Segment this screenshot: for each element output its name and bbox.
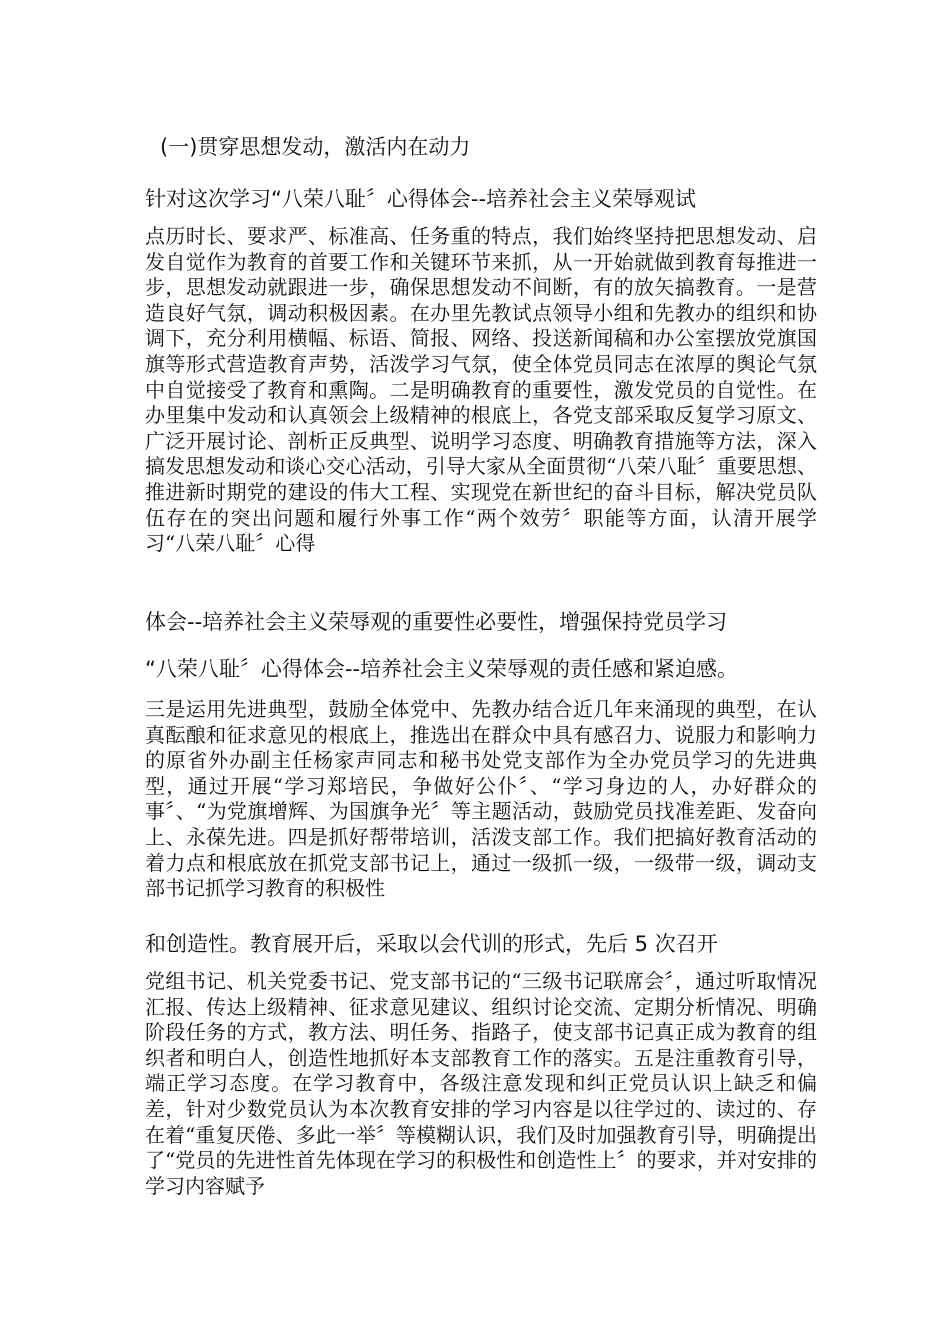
text-line-mid-2: “八荣八耻〞心得体会--培养社会主义荣辱观的责任感和紧迫感。	[145, 657, 739, 681]
paragraph-2: 三是运用先进典型，鼓励全体党中、先教办结合近几年来涌现的典型，在认真酝酿和征求意见的根底上，推选出在群众中具有感召力、说服力和影响力的原省外办副主任杨家声同志和秘书处党支部作为全办党员学习的先进典型，通过开展“学习郑培民，争做好公仆〞、“学习身边的人，办好群众的事〞、“为党旗增辉、为国旗争光〞等主题活动，鼓励党员找准差距、发奋向上、永葆先进。四是抓好帮带培训，活泼支部工作。我们把搞好教育活动的着力点和根底放在抓党支部书记上，通过一级抓一级，一级带一级，调动支部书记抓学习教育的积极性	[145, 697, 817, 901]
intro-line: 针对这次学习“八荣八耻〞心得体会--培养社会主义荣辱观试	[145, 187, 697, 211]
text-line-mid-1: 体会--培养社会主义荣辱观的重要性必要性，增强保持党员学习	[145, 610, 728, 634]
paragraph-1: 点历时长、要求严、标准高、任务重的特点，我们始终坚持把思想发动、启发自觉作为教育的首要工作和关键环节来抓，从一开始就做到教育每推进一步，思想发动就跟进一步，确保思想发动不间断，有的放矢搞教育。一是营造良好气氛，调动积极因素。在办里先教试点领导小组和先教办的组织和协调下，充分利用横幅、标语、简报、网络、投送新闻稿和办公室摆放党旗国旗等形式营造教育声势，活泼学习气氛，使全体党员同志在浓厚的舆论气氛中自觉接受了教育和熏陶。二是明确教育的重要性，激发党员的自觉性。在办里集中发动和认真领会上级精神的根底上，各党支部采取反复学习原文、广泛开展讨论、剖析正反典型、说明学习态度、明确教育措施等方法，深入搞发思想发动和谈心交心活动，引导大家从全面贯彻“八荣八耻〞重要思想、推进新时期党的建设的伟大工程、实现党在新世纪的奋斗目标，解决党员队伍存在的突出问题和履行外事工作“两个效劳〞职能等方面，认清开展学习“八荣八耻〞心得	[145, 224, 817, 556]
text-line-mid-3: 和创造性。教育展开后，采取以会代训的形式，先后 5 次召开	[145, 932, 718, 956]
section-heading: (一)贯穿思想发动，激活内在动力	[160, 135, 471, 159]
paragraph-3: 党组书记、机关党委书记、党支部书记的“三级书记联席会〞，通过听取情况汇报、传达上级精神、征求意见建议、组织讨论交流、定期分析情况、明确阶段任务的方式，教方法、明任务、指路子，使支部书记真正成为教育的组织者和明白人，创造性地抓好本支部教育工作的落实。五是注重教育引导，端正学习态度。在学习教育中，各级注意发现和纠正党员认识上缺乏和偏差，针对少数党员认为本次教育安排的学习内容是以往学过的、读过的、存在着“重复厌倦、多此一举〞等模糊认识，我们及时加强教育引导，明确提出了“党员的先进性首先体现在学习的积极性和创造性上〞的要求，并对安排的学习内容赋予	[145, 969, 817, 1198]
